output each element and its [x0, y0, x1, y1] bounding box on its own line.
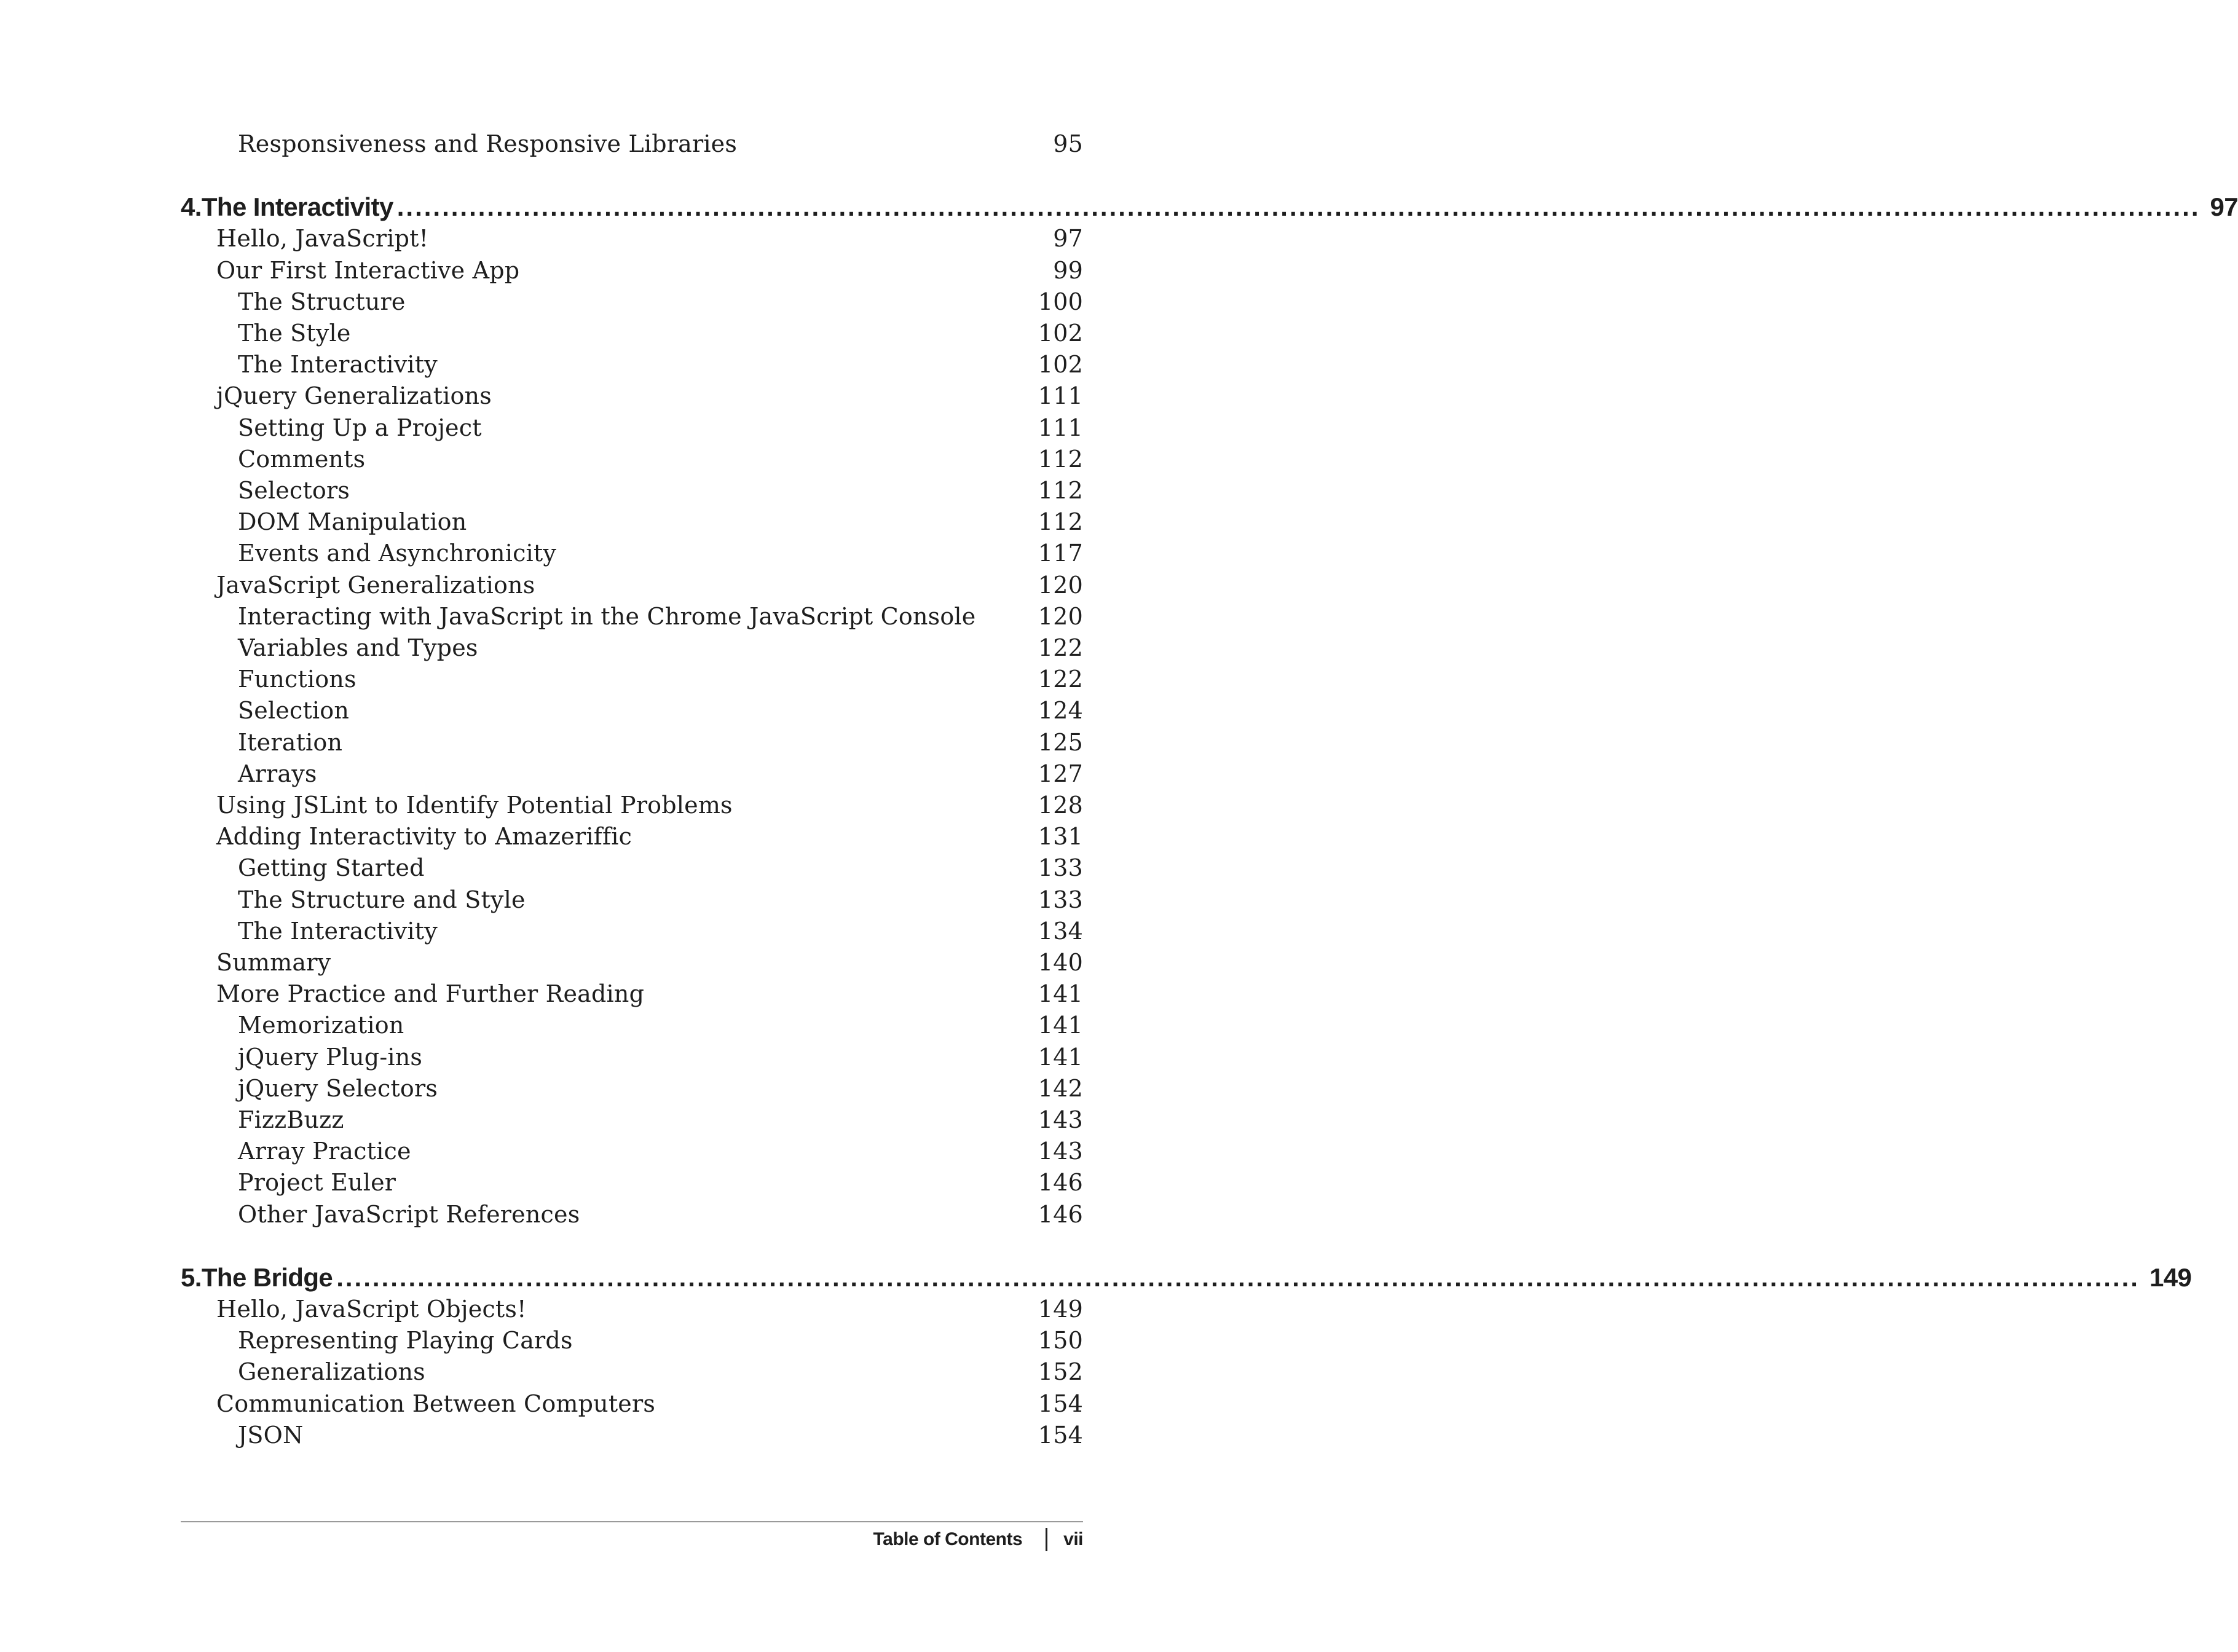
entry-page-number: 124: [1038, 697, 1083, 724]
subsection-entry[interactable]: [238, 1201, 1083, 1233]
dot-leader: ........................................................................................................................................................................................................: [336, 1263, 2140, 1292]
entry-title: jQuery Selectors: [238, 1075, 438, 1102]
entry-title: Getting Started: [238, 854, 425, 881]
entry-title: Responsiveness and Responsive Libraries: [238, 130, 738, 157]
subsection-entry[interactable]: [238, 1422, 1083, 1453]
entry-title: DOM Manipulation: [238, 508, 467, 535]
entry-title: Using JSLint to Identify Potential Problems: [216, 792, 733, 819]
section-entry[interactable]: [216, 980, 1083, 1012]
subsection-entry[interactable]: [238, 886, 1083, 918]
entry-page-number: 127: [1038, 760, 1083, 787]
entry-title: Summary: [216, 949, 331, 976]
section-entry[interactable]: [216, 949, 1083, 981]
entry-title: Comments: [238, 446, 366, 473]
subsection-entry[interactable]: [238, 634, 1083, 666]
entry-page-number: 152: [1038, 1358, 1083, 1385]
entry-title: FizzBuzz: [238, 1106, 344, 1133]
subsection-entry[interactable]: [238, 1106, 1083, 1138]
subsection-entry[interactable]: [238, 288, 1083, 320]
subsection-entry[interactable]: [238, 1169, 1083, 1201]
entry-title: The Style: [238, 320, 351, 347]
entry-page-number: 117: [1038, 540, 1083, 567]
entry-page-number: 122: [1038, 634, 1083, 661]
entry-page-number: 143: [1038, 1138, 1083, 1165]
section-entry[interactable]: [216, 1296, 1083, 1328]
subsection-entry[interactable]: [238, 130, 1083, 162]
entry-page-number: 149: [1038, 1296, 1083, 1323]
dot-leader: ........................................................................................................................................................................................................: [396, 192, 2201, 221]
entry-page-number: 97: [1053, 225, 1083, 252]
chapter-number: 4.: [181, 192, 202, 221]
subsection-entry[interactable]: [238, 1138, 1083, 1170]
entry-page-number: 111: [1038, 382, 1083, 409]
chapter-entry[interactable]: [181, 192, 2238, 224]
entry-page-number: 143: [1038, 1106, 1083, 1133]
footer-rule: [181, 1521, 1083, 1522]
section-entry[interactable]: [216, 823, 1083, 855]
entry-title: Setting Up a Project: [238, 414, 482, 441]
subsection-entry[interactable]: [238, 854, 1083, 886]
section-entry[interactable]: [216, 257, 1083, 289]
subsection-entry[interactable]: [238, 666, 1083, 698]
entry-page-number: 141: [1038, 1012, 1083, 1039]
entry-title: Other JavaScript References: [238, 1201, 580, 1228]
subsection-entry[interactable]: [238, 540, 1083, 572]
chapter-number: 5.: [181, 1263, 202, 1292]
entry-title: The Interactivity: [238, 918, 438, 945]
entry-title: More Practice and Further Reading: [216, 980, 645, 1007]
subsection-entry[interactable]: [238, 1075, 1083, 1107]
entry-page-number: 125: [1038, 729, 1083, 756]
entry-title: Functions: [238, 666, 357, 693]
entry-page-number: 112: [1038, 477, 1083, 504]
entry-page-number: 146: [1038, 1201, 1083, 1228]
entry-title: Generalizations: [238, 1358, 425, 1385]
section-entry[interactable]: [216, 792, 1083, 824]
entry-title: Representing Playing Cards: [238, 1327, 573, 1354]
subsection-entry[interactable]: [238, 918, 1083, 950]
entry-page-number: 142: [1038, 1075, 1083, 1102]
entry-page-number: 128: [1038, 792, 1083, 819]
chapter-entry[interactable]: [181, 1263, 2192, 1295]
entry-page-number: 112: [1038, 446, 1083, 473]
entry-page-number: 112: [1038, 508, 1083, 535]
entry-page-number: 149: [2149, 1263, 2192, 1292]
subsection-entry[interactable]: [238, 729, 1083, 761]
entry-title: Selection: [238, 697, 350, 724]
entry-title: JavaScript Generalizations: [216, 572, 535, 599]
section-entry[interactable]: [216, 1390, 1083, 1422]
page-footer: [873, 1528, 1083, 1551]
entry-page-number: 131: [1038, 823, 1083, 850]
entry-page-number: 120: [1038, 603, 1083, 630]
entry-title: The Structure: [238, 288, 406, 315]
entry-title: Our First Interactive App: [216, 257, 520, 284]
entry-page-number: 141: [1038, 980, 1083, 1007]
entry-title: Iteration: [238, 729, 343, 756]
subsection-entry[interactable]: [238, 1358, 1083, 1390]
entry-page-number: 133: [1038, 886, 1083, 913]
entry-title: Memorization: [238, 1012, 404, 1039]
section-entry[interactable]: [216, 382, 1083, 414]
entry-title: The Interactivity: [238, 351, 438, 378]
entry-page-number: 102: [1038, 320, 1083, 347]
entry-title: JSON: [238, 1422, 304, 1449]
entry-title: Hello, JavaScript!: [216, 225, 429, 252]
subsection-entry[interactable]: [238, 320, 1083, 352]
section-entry[interactable]: [216, 572, 1083, 604]
entry-title: Selectors: [238, 477, 350, 504]
subsection-entry[interactable]: [238, 508, 1083, 540]
entry-title: Adding Interactivity to Amazeriffic: [216, 823, 632, 850]
entry-page-number: 133: [1038, 854, 1083, 881]
subsection-entry[interactable]: [238, 351, 1083, 383]
entry-title: The Bridge: [201, 1263, 333, 1292]
footer-separator: [1046, 1528, 1047, 1551]
entry-title: The Interactivity: [201, 192, 393, 221]
entry-title: Communication Between Computers: [216, 1390, 656, 1417]
entry-title: Hello, JavaScript Objects!: [216, 1296, 527, 1323]
entry-page-number: 154: [1038, 1422, 1083, 1449]
subsection-entry[interactable]: [238, 446, 1083, 478]
entry-page-number: 140: [1038, 949, 1083, 976]
subsection-entry[interactable]: [238, 1327, 1083, 1359]
entry-title: jQuery Generalizations: [216, 382, 492, 409]
entry-page-number: 100: [1038, 288, 1083, 315]
entry-page-number: 111: [1038, 414, 1083, 441]
entry-page-number: 150: [1038, 1327, 1083, 1354]
entry-page-number: 146: [1038, 1169, 1083, 1196]
entry-page-number: 122: [1038, 666, 1083, 693]
subsection-entry[interactable]: [238, 603, 1083, 635]
entry-title: Project Euler: [238, 1169, 396, 1196]
subsection-entry[interactable]: [238, 477, 1083, 509]
subsection-entry[interactable]: [238, 1044, 1083, 1076]
footer-section-title: Table of Contents: [873, 1529, 1023, 1549]
entry-title: Interacting with JavaScript in the Chrome JavaScript Console: [238, 603, 976, 630]
entry-page-number: 120: [1038, 572, 1083, 599]
entry-page-number: 134: [1038, 918, 1083, 945]
subsection-entry[interactable]: [238, 414, 1083, 446]
entry-title: The Structure and Style: [238, 886, 526, 913]
footer-page-number: vii: [1063, 1529, 1083, 1549]
entry-title: jQuery Plug-ins: [238, 1044, 423, 1071]
entry-page-number: 95: [1053, 130, 1083, 157]
entry-page-number: 102: [1038, 351, 1083, 378]
entry-page-number: 99: [1053, 257, 1083, 284]
entry-page-number: 141: [1038, 1044, 1083, 1071]
entry-title: Variables and Types: [238, 634, 478, 661]
entry-page-number: 97: [2210, 192, 2238, 221]
entry-title: Events and Asynchronicity: [238, 540, 557, 567]
entry-title: Arrays: [238, 760, 317, 787]
section-entry[interactable]: [216, 225, 1083, 257]
subsection-entry[interactable]: [238, 1012, 1083, 1044]
entry-page-number: 154: [1038, 1390, 1083, 1417]
subsection-entry[interactable]: [238, 760, 1083, 792]
entry-title: Array Practice: [238, 1138, 411, 1165]
subsection-entry[interactable]: [238, 697, 1083, 729]
